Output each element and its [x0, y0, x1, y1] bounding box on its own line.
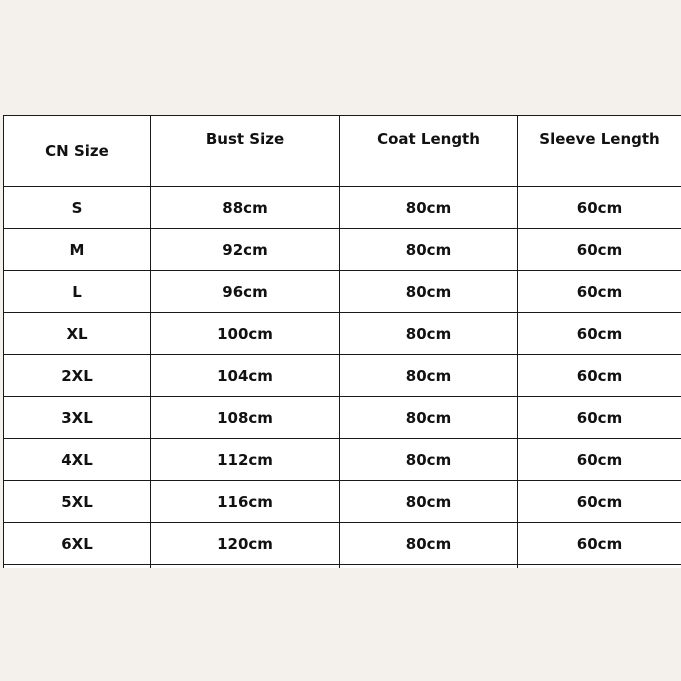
cell-size: M	[4, 229, 151, 271]
cell-coat-length: 80cm	[340, 229, 518, 271]
header-coat-length: Coat Length	[340, 116, 518, 187]
cell-coat-length: 80cm	[340, 187, 518, 229]
cell-coat-length: 80cm	[340, 355, 518, 397]
header-cn-size: CN Size	[4, 116, 151, 187]
cell-bust	[151, 565, 340, 569]
cell-size: 4XL	[4, 439, 151, 481]
cell-sleeve-length: 60cm	[518, 439, 681, 481]
cell-size: 2XL	[4, 355, 151, 397]
cell-bust: 108cm	[151, 397, 340, 439]
cell-size	[4, 565, 151, 569]
cell-coat-length: 80cm	[340, 439, 518, 481]
table-row	[4, 523, 681, 565]
header-sleeve-length: Sleeve Length	[518, 116, 681, 187]
cell-sleeve-length: 60cm	[518, 397, 681, 439]
cell-size: 6XL	[4, 523, 151, 565]
cell-sleeve-length: 60cm	[518, 355, 681, 397]
cell-size: 3XL	[4, 397, 151, 439]
cell-coat-length: 80cm	[340, 271, 518, 313]
size-chart-container	[3, 115, 681, 568]
cell-bust: 104cm	[151, 355, 340, 397]
table-row	[4, 481, 681, 523]
table-row	[4, 565, 681, 569]
cell-bust: 112cm	[151, 439, 340, 481]
table-row	[4, 313, 681, 355]
cell-sleeve-length: 60cm	[518, 523, 681, 565]
cell-size: S	[4, 187, 151, 229]
cell-size: XL	[4, 313, 151, 355]
table-row	[4, 187, 681, 229]
cell-bust: 116cm	[151, 481, 340, 523]
cell-sleeve-length: 60cm	[518, 313, 681, 355]
cell-coat-length: 80cm	[340, 523, 518, 565]
cell-coat-length	[340, 565, 518, 569]
cell-coat-length: 80cm	[340, 397, 518, 439]
cell-sleeve-length	[518, 565, 681, 569]
cell-coat-length: 80cm	[340, 481, 518, 523]
cell-bust: 92cm	[151, 229, 340, 271]
table-row	[4, 439, 681, 481]
cell-sleeve-length: 60cm	[518, 271, 681, 313]
cell-bust: 120cm	[151, 523, 340, 565]
cell-sleeve-length: 60cm	[518, 187, 681, 229]
table-row	[4, 397, 681, 439]
cell-bust: 100cm	[151, 313, 340, 355]
cell-bust: 96cm	[151, 271, 340, 313]
table-row	[4, 229, 681, 271]
cell-bust: 88cm	[151, 187, 340, 229]
header-row	[4, 116, 681, 187]
cell-sleeve-length: 60cm	[518, 229, 681, 271]
cell-sleeve-length: 60cm	[518, 481, 681, 523]
cell-size: 5XL	[4, 481, 151, 523]
table-row	[4, 355, 681, 397]
table-row	[4, 271, 681, 313]
header-bust-size: Bust Size	[151, 116, 340, 187]
size-chart-table	[3, 115, 681, 568]
cell-coat-length: 80cm	[340, 313, 518, 355]
cell-size: L	[4, 271, 151, 313]
